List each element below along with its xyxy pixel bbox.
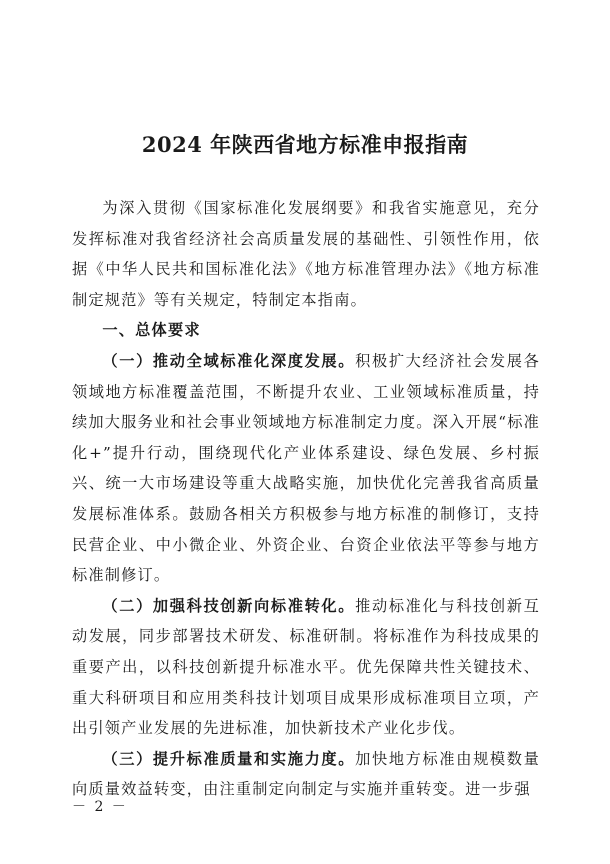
item-paragraph-2 — [72, 591, 540, 744]
item-text-3: 加快地方标准由规模数量向质量效益转变，由注重制定向制定与实施并重转变。进一步强 — [72, 749, 541, 799]
item-lead-2: （二）加强科技创新向标准转化。 — [102, 596, 356, 615]
item-lead-3: （三）提升标准质量和实施力度。 — [102, 749, 356, 768]
item-text-1: 积极扩大经济社会发展各领域地方标准覆盖范围，不断提升农业、工业领域标准质量，持续加大服务业和社会事业领域地方标准制定力度。深入开展“标准化+”提升行动，围绕现代化产业体系建设、绿色发展、乡村振兴、统一大市场建设等重大战略实施，加快优化完善我省高质量发展标准体系。鼓励各相关方积极参与地方标准的制修订，支持民营企业、中小微企业、外资企业、台资企业依法平等参与地方标准制修订。 — [72, 351, 541, 585]
document-body — [72, 193, 540, 805]
item-text-2: 推动标准化与科技创新互动发展，同步部署技术研发、标准研制。将标准作为科技成果的重要产出，以科技创新提升标准水平。优先保障共性关键技术、重大科研项目和应用类科技计划项目成果形成标准项目立项，产出引领产业发展的先进标准，加快新技术产业化步伐。 — [72, 596, 541, 738]
item-paragraph-1 — [72, 346, 540, 591]
document-title: 2024 年陕西省地方标准申报指南 — [141, 132, 469, 157]
page-number: － 2 － — [72, 799, 128, 815]
intro-paragraph: 为深入贯彻《国家标准化发展纲要》和我省实施意见，充分发挥标准对我省经济社会高质量发展的基础性、引领性作用，依据《中华人民共和国标准化法》《地方标准管理办法》《地方标准制定规范》等有关规定，特制定本指南。 — [72, 199, 540, 309]
item-lead-1: （一）推动全域标准化深度发展。 — [102, 351, 356, 370]
section-heading: 一、总体要求 — [102, 321, 201, 340]
item-paragraph-3 — [72, 744, 540, 805]
